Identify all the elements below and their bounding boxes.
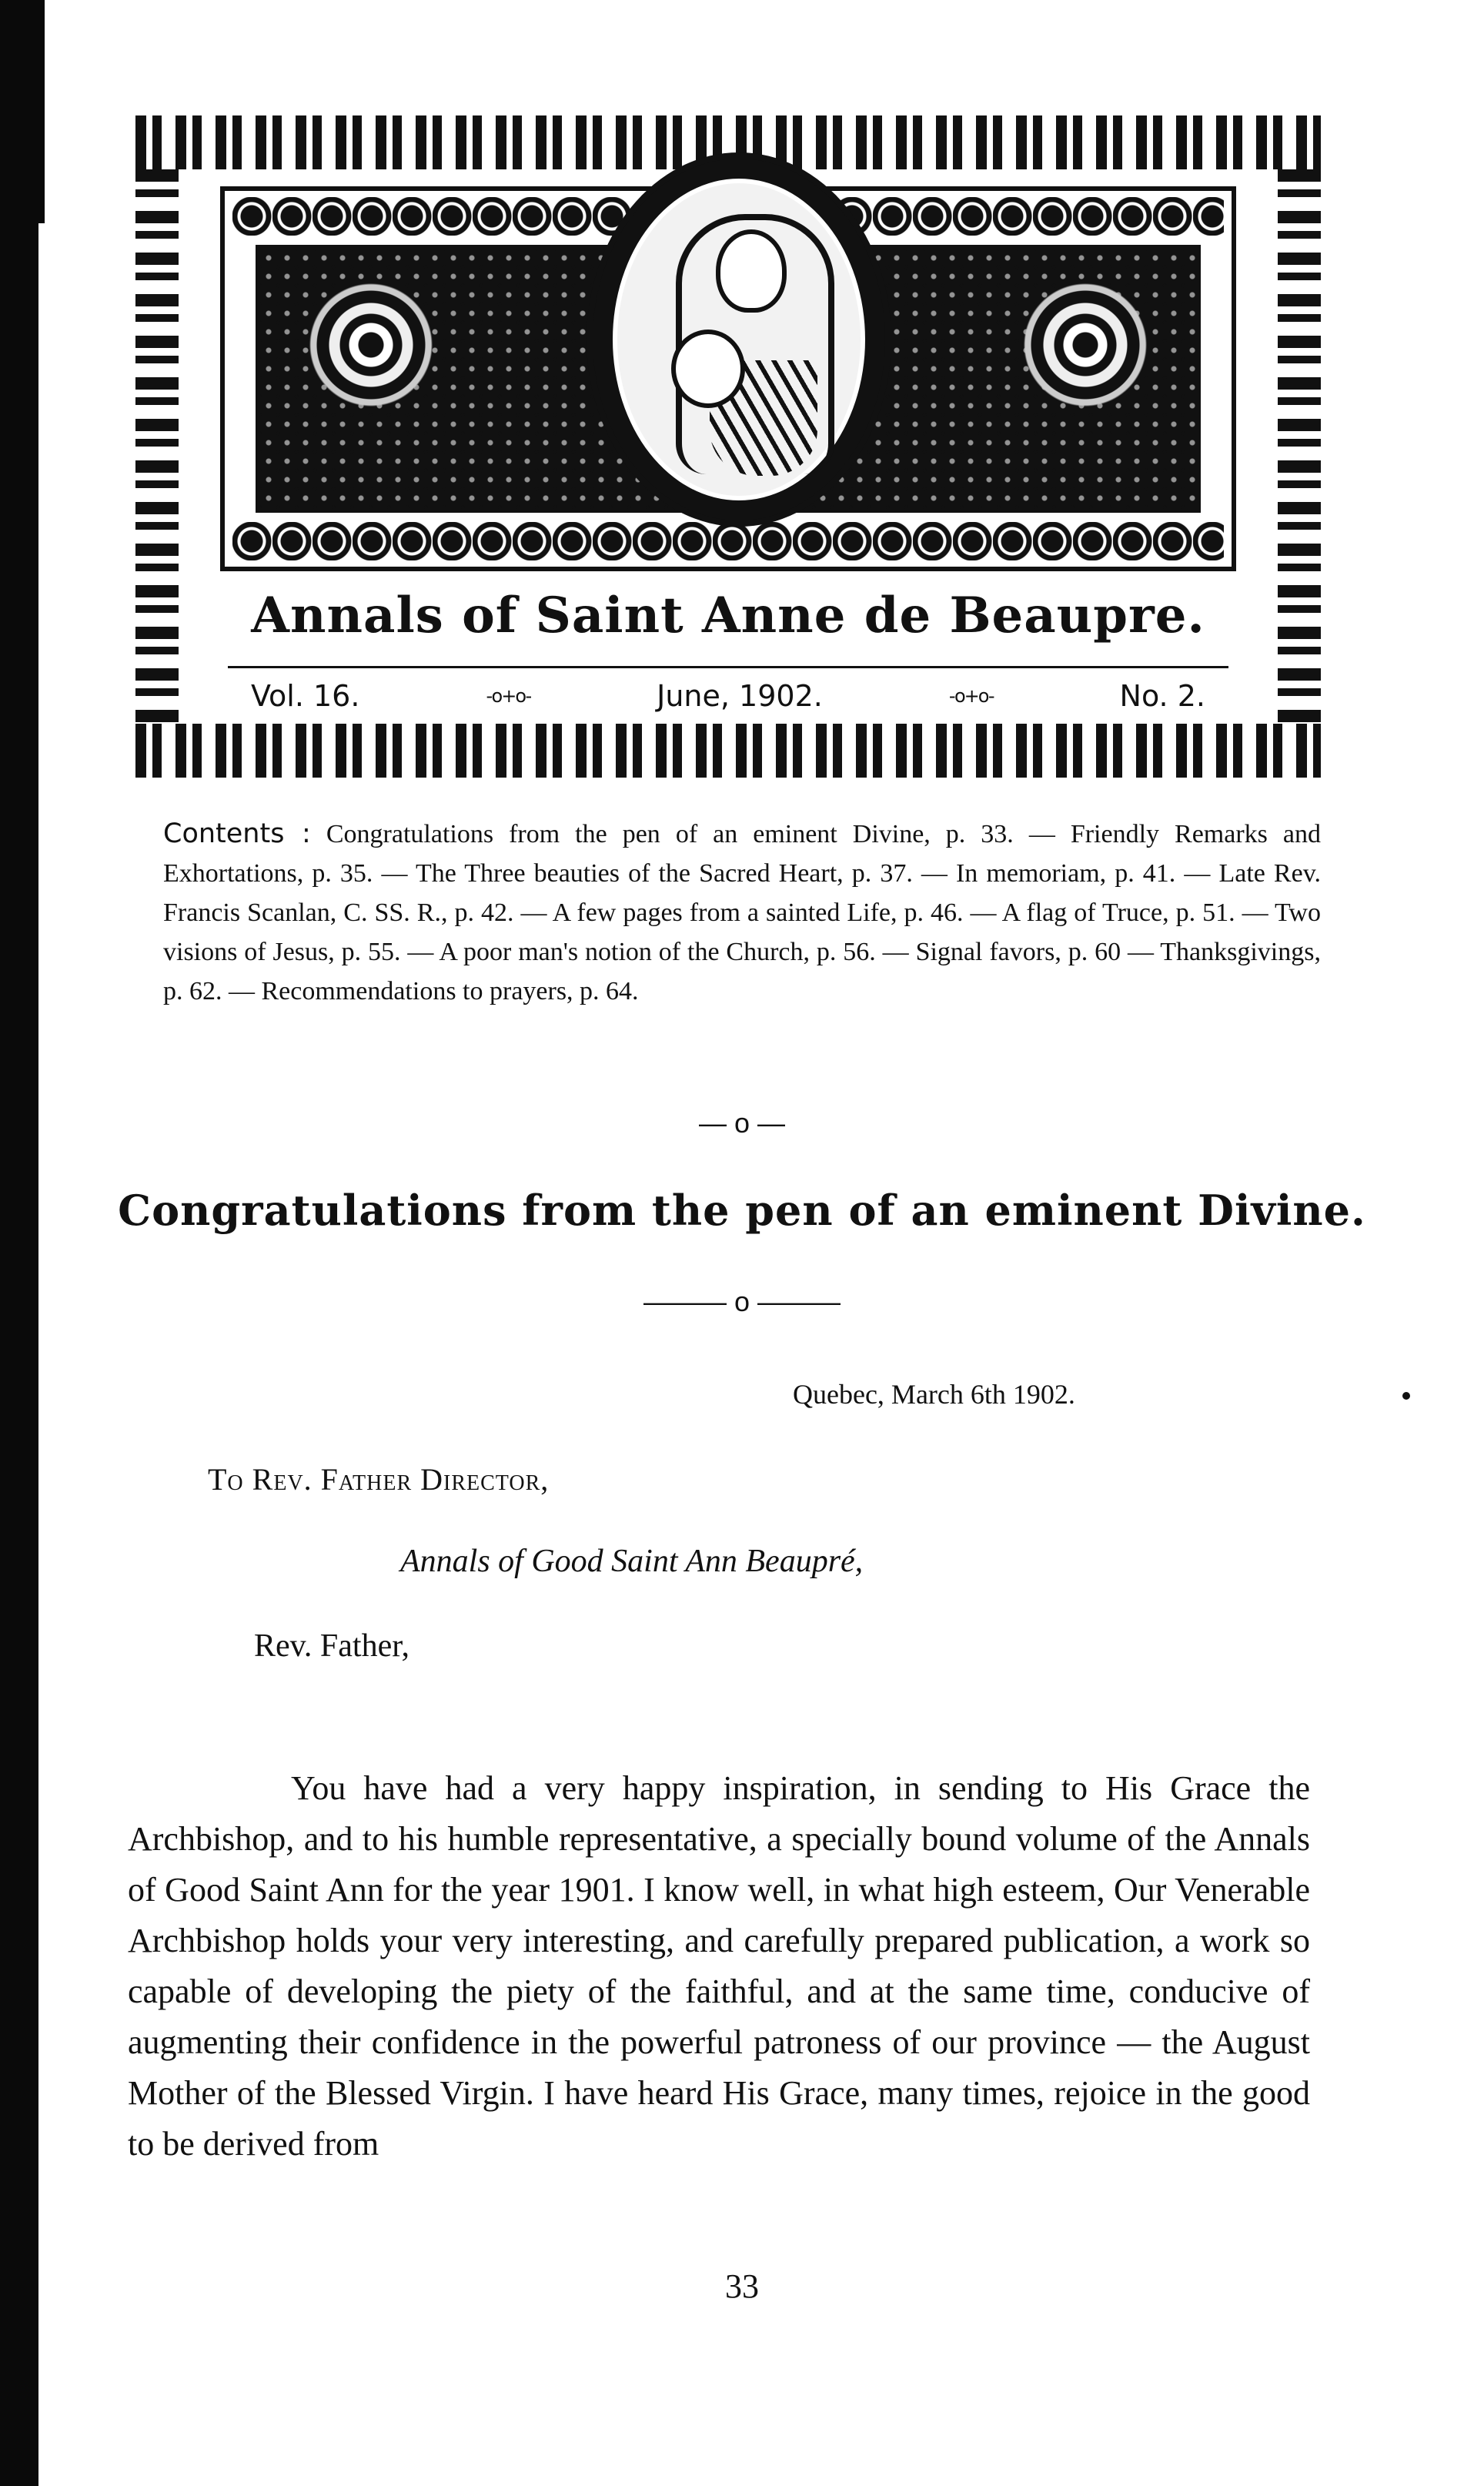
issue-date: June, 1902. [657,679,823,713]
letter-addressee: To Rev. Father Director, [208,1462,550,1497]
ornamental-border-right [1278,169,1321,724]
section-separator: — o — [698,1107,786,1139]
table-of-contents [163,815,1321,1011]
ornament-divider: -o+o- [948,685,994,707]
decorative-banner [220,186,1236,571]
letter-dateline: Quebec, March 6th 1902. [793,1379,1075,1410]
article-heading: Congratulations from the pen of an eminent Divine. [118,1186,1366,1235]
binding-spine [0,0,38,2486]
masthead [135,115,1321,778]
ornamental-border-left [135,169,179,724]
contents-text: Congratulations from the pen of an eminent Divine, p. 33. — Friendly Remarks and Exhortations, p. 35. — The Three beauties of the Sacred Heart, p. 37. — In memoriam, p. 41. — Late Rev. Francis Scanlan, C. SS. R., p. 42. — A few pages from a sainted Life, p. 46. — A flag of Truce, p. 51. — Two visions of Jesus, p. 55. — A poor man's notion of the Church, p. 56. — Signal favors, p. 60 — Thanksgivings, p. 62. — Recommendations to prayers, p. 64. [163,820,1321,1005]
madonna-and-child-image [613,179,865,500]
volume-number: Vol. 16. [251,679,360,713]
page-number: 33 [725,2267,759,2305]
letter-salutation: Rev. Father, [254,1628,410,1664]
ornamental-border-bottom [135,724,1321,778]
letter-body: You have had a very happy inspiration, in sending to His Grace the Archbishop, and to his humble representative, a specially bound volume of the Annals of Good Saint Ann for the year 1901. I know well, in what high esteem, Our Venerable Archbishop holds your very interesting, and carefully prepared publication, a work so capable of developing the piety of the faithful, and at the same time, conducive of augmenting their confidence in the powerful patroness of our province — the August Mother of the Blessed Virgin. I have heard His Grace, many times, rejoice in the good to be derived from [128,1769,1310,2163]
publication-title: Annals of Saint Anne de Beaupre. [251,587,1205,644]
madonna-medallion [587,152,891,527]
binding-spine-top [0,0,45,223]
title-rule [228,666,1228,668]
rosette-row-bottom [232,522,1224,560]
heading-separator: ——— o ——— [643,1286,841,1317]
contents-label: Contents : [163,818,311,849]
publication-name: Annals of Good Saint Ann Beaupré, [400,1544,864,1579]
issue-line [251,679,1205,713]
issue-number: No. 2. [1119,679,1205,713]
flower-ornament-right [1020,279,1151,410]
stray-mark [1402,1392,1410,1400]
flower-ornament-left [306,279,436,410]
ornament-divider: -o+o- [486,685,531,707]
